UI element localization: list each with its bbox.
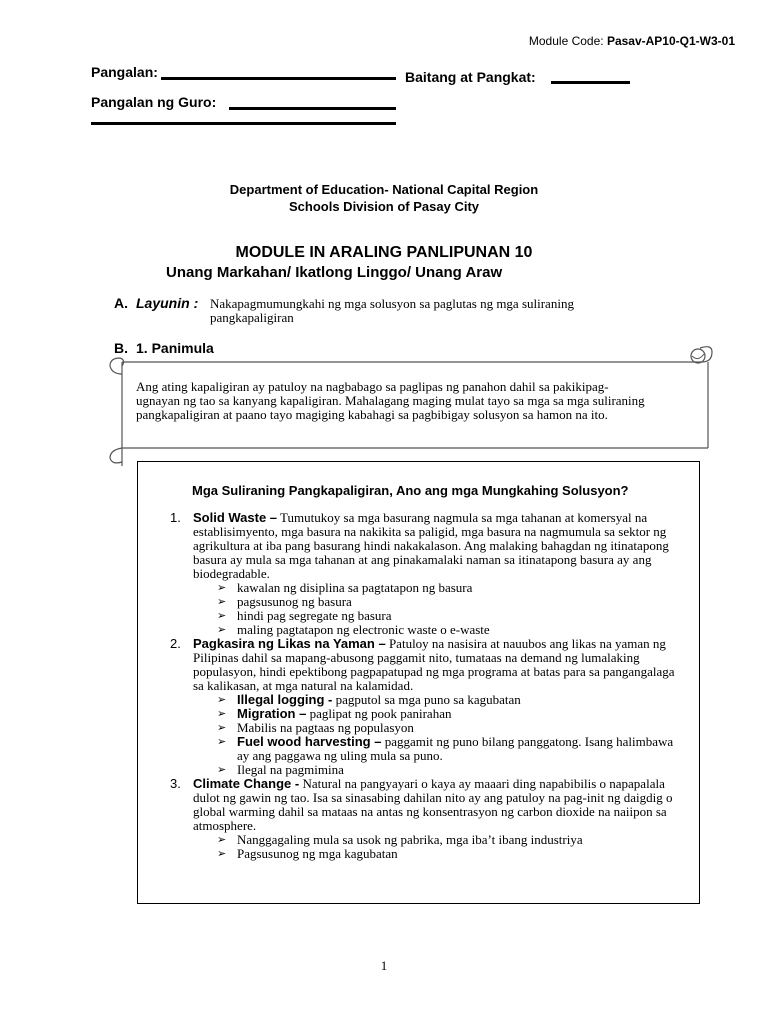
bullet-text: kawalan ng disiplina sa pagtatapon ng basura	[237, 580, 473, 595]
arrow-bullet-icon: ➢	[217, 610, 227, 622]
teacher-label: Pangalan ng Guro:	[91, 94, 217, 110]
problem-item-solid-waste	[138, 511, 679, 637]
item-description: Natural na pangyayari o kaya ay maaari ding napabibilis o napapalala dulot ng gawin ng tao. Isa sa sinasabing dahilan nito ay ang patuloy na pag-init ng daigdig o global warming dahil sa mataas na antas ng konsentrasyon ng carbon dioxide na naiipon sa atmosphere.	[193, 776, 673, 833]
layunin-colon: :	[193, 295, 199, 311]
arrow-bullet-icon: ➢	[217, 848, 227, 860]
list-item	[217, 763, 679, 777]
item-number: 3.	[170, 776, 181, 791]
list-item	[217, 847, 679, 861]
bullet-text: paglipat ng pook panirahan	[306, 706, 452, 721]
arrow-bullet-icon: ➢	[217, 582, 227, 594]
bullet-text: pagputol sa mga puno sa kagubatan	[332, 692, 521, 707]
section-a-text	[210, 297, 640, 325]
problem-item-natural-resources	[138, 637, 679, 777]
list-item	[217, 707, 679, 721]
bullet-term: Fuel wood harvesting –	[237, 734, 382, 749]
bullet-text: hindi pag segregate ng basura	[237, 608, 392, 623]
bullet-text: Pagsusunog ng mga kagubatan	[237, 846, 398, 861]
teacher-field-line-2[interactable]	[91, 122, 396, 125]
bullet-term: Illegal logging -	[237, 692, 333, 707]
item-description: Tumutukoy sa mga basurang nagmula sa mga tahanan at komersyal na establisimyento, mga basura na nakikita sa paligid, mga basura na nagmumula sa sektor ng agrikultura at iba pang basurang hindi nakakalason. Ang malaking bahagdan ng itinatapong basura ay mula sa mga tahanan at ang pinakamalaki naman sa itinatapong basura ay ang biodegradable.	[193, 510, 669, 581]
header-line-1: Department of Education- National Capital Region	[229, 182, 539, 197]
item-number: 2.	[170, 636, 181, 651]
bullet-list	[193, 581, 679, 637]
item-description: Patuloy na nasisira at nauubos ang likas na yaman ng Pilipinas dahil sa mapang-abusong paggamit nito, tumataas na demand ng lumalaking populasyon, hindi epektibong pagpapatupad ng mga programa at batas para sa pangangalaga sa kalikasan, at mga natural na kalamidad.	[193, 636, 675, 693]
name-label: Pangalan:	[91, 64, 158, 80]
section-a-marker: A.	[114, 295, 128, 311]
arrow-bullet-icon: ➢	[217, 624, 227, 636]
bullet-text: paggamit ng puno bilang panggatong. Isang halimbawa ay ang paggawa ng uling mula sa puno.	[237, 734, 674, 763]
bullet-text: Ilegal na pagmimina	[237, 762, 344, 777]
list-item	[217, 623, 679, 637]
arrow-bullet-icon: ➢	[217, 764, 227, 776]
module-code	[529, 34, 735, 48]
list-item	[217, 609, 679, 623]
grade-field-line[interactable]	[551, 81, 630, 84]
item-number: 1.	[170, 510, 181, 525]
module-code-value: Pasav-AP10-Q1-W3-01	[606, 34, 735, 48]
section-b-marker: B.	[114, 340, 128, 356]
name-field-line[interactable]	[161, 77, 396, 80]
bullet-list	[193, 693, 679, 777]
bullet-list	[193, 833, 679, 861]
item-term: Pagkasira ng Likas na Yaman –	[193, 636, 386, 651]
bullet-text: Nanggagaling mula sa usok ng pabrika, mga iba’t ibang industriya	[237, 832, 583, 847]
bullet-text: maling pagtatapon ng electronic waste o e-waste	[237, 622, 490, 637]
arrow-bullet-icon: ➢	[217, 596, 227, 608]
arrow-bullet-icon: ➢	[217, 722, 227, 734]
item-term: Solid Waste –	[193, 510, 278, 525]
module-subtitle: Unang Markahan/ Ikatlong Linggo/ Unang Araw	[166, 264, 503, 281]
list-item	[217, 721, 679, 735]
module-title: MODULE IN ARALING PANLIPUNAN 10	[235, 244, 533, 261]
item-term: Climate Change -	[193, 776, 300, 791]
arrow-bullet-icon: ➢	[217, 708, 227, 720]
bullet-term: Migration –	[237, 706, 307, 721]
list-item	[217, 581, 679, 595]
arrow-bullet-icon: ➢	[217, 834, 227, 846]
arrow-bullet-icon: ➢	[217, 736, 227, 748]
section-a-label	[136, 295, 198, 311]
layunin-label: Layunin	[136, 295, 190, 311]
section-b-label: 1. Panimula	[136, 340, 214, 356]
bullet-text: pagsusunog ng basura	[237, 594, 352, 609]
list-item	[217, 595, 679, 609]
page-number: 1	[380, 958, 388, 973]
header-line-2: Schools Division of Pasay City	[289, 199, 479, 214]
list-item	[217, 735, 679, 763]
teacher-field-line[interactable]	[229, 107, 396, 110]
arrow-bullet-icon: ➢	[217, 694, 227, 706]
module-code-label: Module Code:	[528, 34, 607, 48]
content-box	[137, 461, 700, 904]
grade-label: Baitang at Pangkat:	[405, 69, 536, 85]
box-title: Mga Suliraning Pangkapaligiran, Ano ang mga Mungkahing Solusyon?	[192, 483, 629, 498]
list-item	[217, 693, 679, 707]
scroll-text: Ang ating kapaligiran ay patuloy na nagbabago sa paglipas ng panahon dahil sa pakikipag-ugnayan ng tao sa kanyang kapaligiran. Mahalagang maging mulat tayo sa mga sa mga suliraning pangkapaligiran at paano tayo magiging kabahagi sa pagbibigay solusyon sa hamon na ito.	[136, 379, 645, 422]
problem-item-climate-change	[138, 777, 679, 861]
layunin-text: Nakapagmumungkahi ng mga solusyon sa paglutas ng mga suliraning pangkapaligiran	[210, 296, 574, 325]
list-item	[217, 833, 679, 847]
bullet-text: Mabilis na pagtaas ng populasyon	[237, 720, 414, 735]
problem-list	[138, 511, 679, 861]
